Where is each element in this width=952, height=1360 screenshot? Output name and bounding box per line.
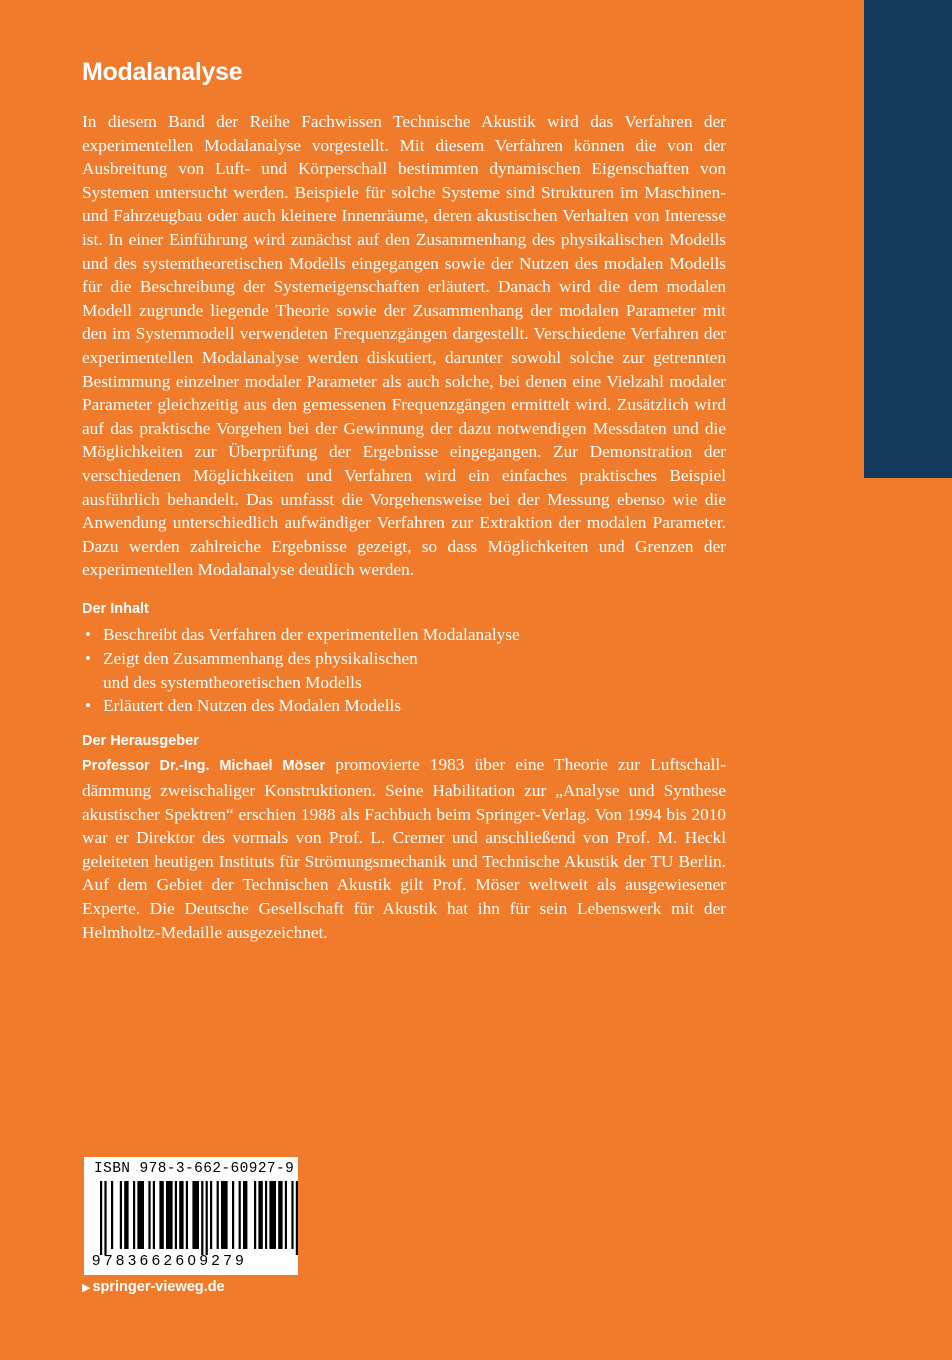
barcode-bar	[243, 1181, 247, 1249]
list-item-text: Beschreibt das Verfahren der experimentellen Modalanalyse	[103, 625, 520, 645]
barcode-bar	[265, 1181, 267, 1249]
barcode-bar	[159, 1181, 163, 1249]
list-item-text: Erläutert den Nutzen des Modalen Modells	[103, 696, 402, 716]
publisher-website	[82, 1279, 225, 1295]
barcode-bar	[206, 1181, 208, 1255]
barcode-bar	[269, 1181, 276, 1249]
barcode-bar	[258, 1181, 262, 1249]
barcode-bar	[148, 1181, 150, 1249]
list-item-text-continued: und des systemtheoretischen Modells	[103, 672, 362, 692]
barcode-bar	[186, 1181, 188, 1249]
description-paragraph: In diesem Band der Reihe Fachwissen Technische Akustik wird das Verfahren der experimentellen Modalanalyse vorgestellt. Mit diesem Verfahren können die von der Ausbreitung von Luft- und Körperschall bestimmten dynamischen Eigenschaften von Systemen untersucht werden. Beispiele für solche Systeme sind Strukturen im Maschinen- und Fahrzeugbau oder auch kleinere Innenräume, deren akustischen Verhalten von Interesse ist. In einer Einführung wird zunächst auf den Zusammenhang des physikalischen Modells und des systemtheoretischen Modells eingegangen sowie der Nutzen des modalen Modells für die Beschreibung der Systemeigenschaften erläutert. Danach wird die dem modalen Modell zugrunde liegende Theorie sowie der Zusammenhang der modalen Parameter mit den im Systemmodell verwendeten Frequenzgängen dargestellt. Verschiedene Verfahren der experimentellen Modalanalyse werden diskutiert, darunter sowohl solche zur getrennten Bestimmung einzelner modaler Parameter als auch solche, bei denen eine Vielzahl modaler Parameter gleichzeitig aus den gemessenen Frequenzgängen ermittelt wird. Zusätzlich wird auf das praktische Vorgehen bei der Gewinnung der dazu notwendigen Messdaten und die Möglichkeiten zur Überprüfung der Ergebnisse eingegangen. Zur Demonstration der verschiedenen Möglichkeiten und Verfahren wird ein einfaches praktisches Beispiel ausführlich behandelt. Das umfasst die Vorgehensweise bei der Messung ebenso wie die Anwendung unterschiedlich aufwändiger Verfahren zur Extraktion der modalen Parameter. Dazu werden zahlreiche Ergebnisse gezeigt, so dass Möglichkeiten und Grenzen der experimentellen Modalanalyse deutlich werden.	[82, 112, 726, 580]
barcode-bar	[291, 1181, 293, 1249]
barcode-bar	[239, 1181, 241, 1249]
barcode-bar	[111, 1181, 113, 1249]
arrow-right-icon: ▶	[82, 1282, 91, 1294]
book-title: Modalanalyse	[82, 58, 243, 86]
barcode-bar	[133, 1181, 135, 1249]
herausgeber-heading: Der Herausgeber	[82, 732, 199, 749]
barcode-digits: 9783662609279	[92, 1252, 248, 1269]
inhalt-list	[82, 623, 726, 717]
bullet-icon: •	[85, 649, 92, 669]
list-item	[82, 623, 726, 647]
inhalt-heading: Der Inhalt	[82, 600, 149, 617]
barcode-bar	[124, 1181, 128, 1249]
barcode-bar	[278, 1181, 282, 1249]
barcode-bar	[179, 1181, 183, 1249]
list-item-text: Zeigt den Zusammenhang des physikalischen	[103, 649, 418, 669]
barcode-bar	[210, 1181, 212, 1249]
barcode-bar	[254, 1181, 256, 1249]
list-item	[82, 647, 726, 694]
author-name: Professor Dr.-Ing. Michael Möser	[82, 758, 326, 775]
barcode-bar	[166, 1181, 173, 1249]
list-item	[82, 694, 726, 718]
bullet-icon: •	[85, 625, 92, 645]
website-url: springer-vieweg.de	[92, 1279, 225, 1295]
barcode-bar	[285, 1181, 287, 1249]
isbn-barcode	[84, 1157, 298, 1275]
barcode-bar	[232, 1181, 234, 1249]
barcode-bar	[201, 1181, 203, 1255]
navy-color-block	[864, 0, 952, 478]
barcode-bar	[104, 1181, 106, 1255]
barcode-bar	[192, 1181, 199, 1249]
barcode-bar	[120, 1181, 122, 1249]
barcode-bar	[100, 1181, 102, 1255]
isbn-label: ISBN 978-3-662-60927-9	[94, 1161, 295, 1177]
barcode-bar	[221, 1181, 228, 1249]
author-bio-text: promovierte 1983 über eine Theorie zur Luftschalldämmung zweischaliger Konstruktionen. Seine Habilitation zur „Analyse und Synthese akustischer Spektren“ erschien 1988 als Fachbuch beim Springer-Verlag. Von 1994 bis 2010 war er Direktor des vormals von Prof. L. Cremer und anschließend von Prof. M. Heckl geleiteten heutigen Instituts für Strömungsmechanik und Technische Akustik der TU Berlin. Auf dem Gebiet der Technischen Akustik gilt Prof. Möser weltweit als ausgewiesener Experte. Die Deutsche Gesellschaft für Akustik hat ihn für sein Lebenswerk mit der Helmholtz-Medaille ausgezeichnet.	[82, 755, 726, 942]
bullet-icon: •	[85, 696, 92, 716]
barcode-bar	[137, 1181, 144, 1249]
back-cover-content	[82, 110, 726, 944]
author-bio	[82, 753, 726, 944]
barcode-bar	[217, 1181, 219, 1249]
barcode-bar	[175, 1181, 177, 1249]
barcode-bar	[153, 1181, 155, 1249]
barcode-bar	[296, 1181, 298, 1255]
